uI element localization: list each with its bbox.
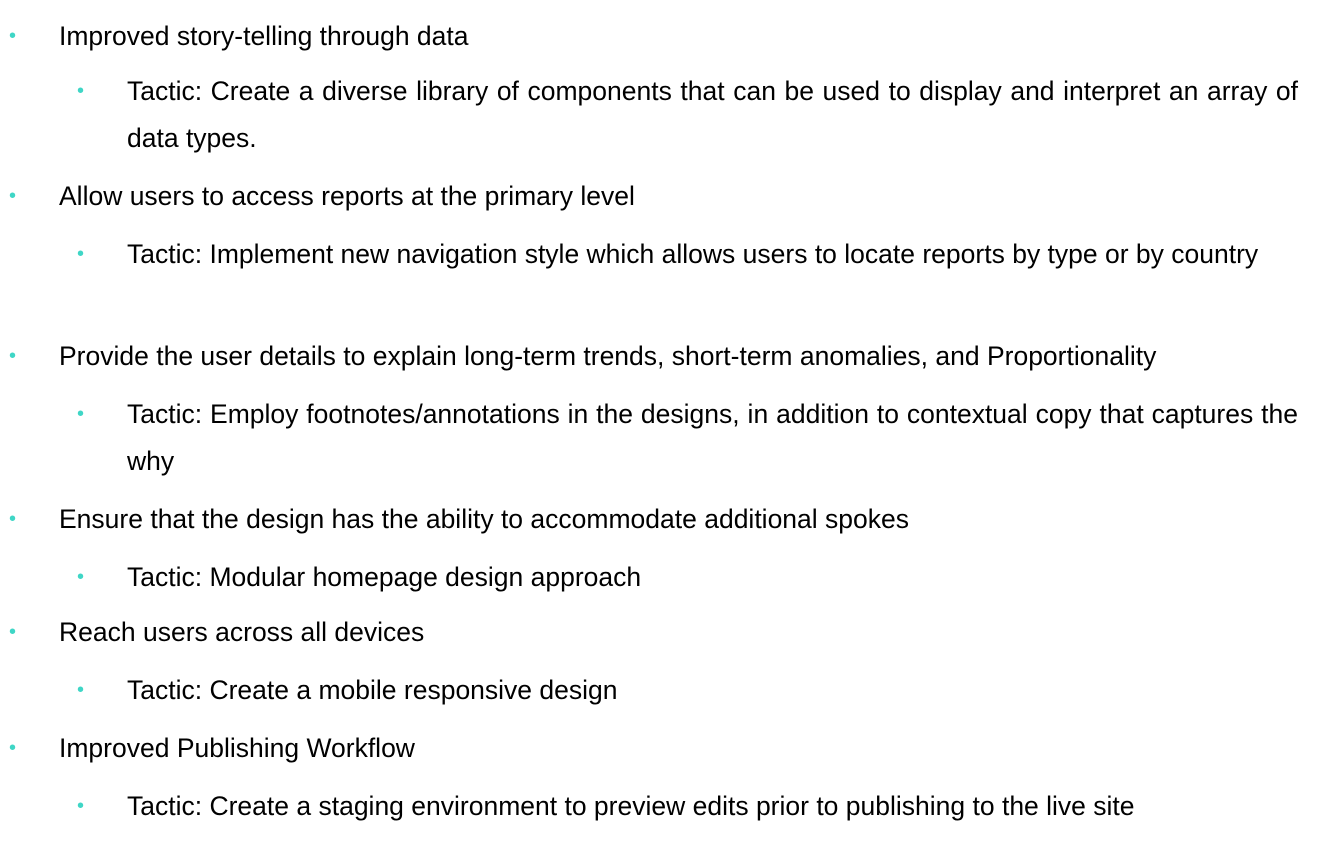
bullet-icon: • (77, 795, 85, 817)
goal-item (9, 496, 1299, 543)
goal-text: Allow users to access reports at the primary level (59, 181, 635, 211)
bullet-icon: • (77, 403, 85, 425)
goal-item (9, 13, 1299, 60)
goal-text: Reach users across all devices (59, 617, 425, 647)
goal-item (9, 173, 1299, 220)
bullet-icon: • (9, 737, 17, 759)
tactic-text: Tactic: Create a mobile responsive design (127, 675, 618, 705)
tactic-text: Tactic: Modular homepage design approach (127, 562, 642, 592)
bullet-icon: • (9, 25, 17, 47)
tactic-text: Tactic: Implement new navigation style which allows users to locate reports by type or by country (127, 239, 1259, 269)
bullet-icon: • (9, 508, 17, 530)
goal-text: Improved story-telling through data (59, 21, 469, 51)
tactic-item (77, 231, 1298, 278)
bullet-icon: • (9, 621, 17, 643)
bullet-icon: • (9, 185, 17, 207)
bullet-icon: • (77, 566, 85, 588)
tactic-text: Tactic: Create a staging environment to preview edits prior to publishing to the live site (127, 791, 1135, 821)
goal-item (9, 609, 1299, 656)
goal-text: Improved Publishing Workflow (59, 733, 415, 763)
bullet-icon: • (9, 345, 17, 367)
goal-item (9, 725, 1299, 772)
goal-item (9, 333, 1299, 380)
goal-text: Ensure that the design has the ability to accommodate additional spokes (59, 504, 909, 534)
tactic-text: Tactic: Employ footnotes/annotations in the designs, in addition to contextual copy that captures the why (127, 399, 1298, 476)
goal-text: Provide the user details to explain long-term trends, short-term anomalies, and Proportionality (59, 341, 1157, 371)
bullet-icon: • (77, 80, 85, 102)
tactic-item (77, 554, 1298, 601)
tactic-item (77, 783, 1298, 830)
bullet-icon: • (77, 679, 85, 701)
tactic-item (77, 391, 1298, 485)
tactic-text: Tactic: Create a diverse library of components that can be used to display and interpret an array of data types. (127, 76, 1298, 153)
tactic-item (77, 667, 1298, 714)
tactic-item (77, 68, 1298, 162)
bullet-icon: • (77, 243, 85, 265)
